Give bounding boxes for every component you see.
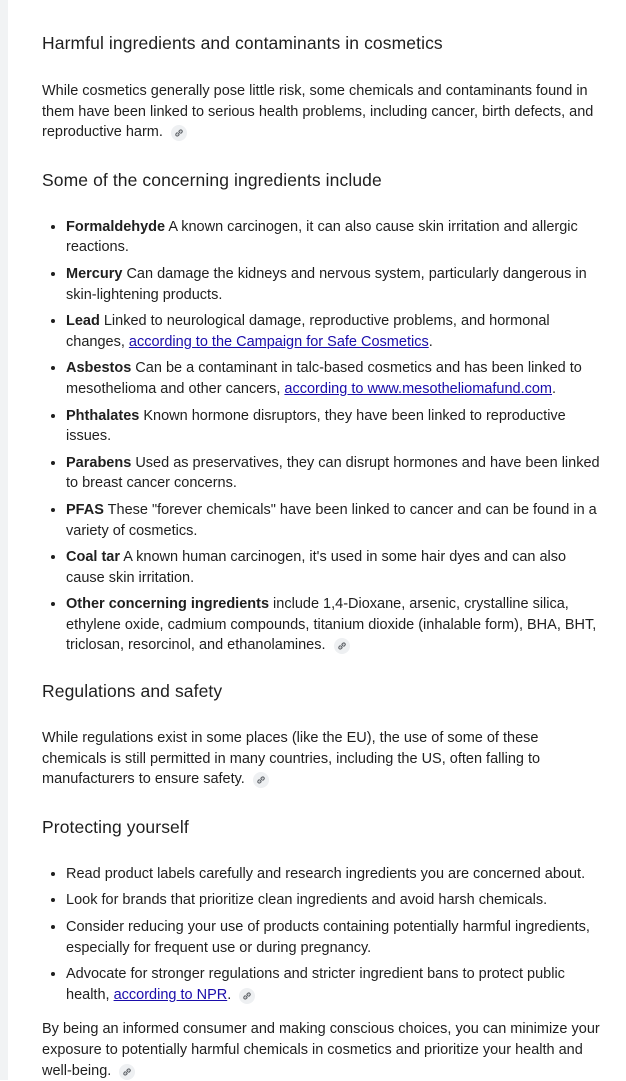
- list-item: • Asbestos Can be a contaminant in talc-based cosmetics and has been linked to mesothelioma and other cancers, according to www.mesotheliomafund.com.: [66, 358, 604, 399]
- ingredients-list: [42, 217, 604, 656]
- link-icon[interactable]: [119, 1064, 135, 1080]
- list-item: • Mercury Can damage the kidneys and nervous system, particularly dangerous in skin-lightening products.: [66, 264, 604, 305]
- link-campaign-safe-cosmetics[interactable]: according to the Campaign for Safe Cosmetics: [128, 333, 429, 350]
- link-mesothelioma-fund[interactable]: according to www.mesotheliomafund.com: [284, 380, 552, 397]
- intro-paragraph: While cosmetics generally pose little risk, some chemicals and contaminants found in them have been linked to serious health problems, including cancer, birth defects, and reproductive harm.: [42, 83, 594, 141]
- closing-paragraph: By being an informed consumer and making conscious choices, you can minimize your exposure to potentially harmful chemicals in cosmetics and prioritize your health and well-being.: [42, 1021, 600, 1079]
- heading-protecting-yourself: Protecting yourself: [42, 816, 189, 837]
- link-icon[interactable]: [171, 125, 187, 141]
- link-npr[interactable]: according to NPR: [113, 986, 228, 1003]
- link-icon[interactable]: [334, 638, 350, 654]
- list-item: • Parabens Used as preservatives, they can disrupt hormones and have been linked to breast cancer concerns.: [66, 453, 604, 494]
- list-item: • PFAS These "forever chemicals" have been linked to cancer and can be found in a variety of cosmetics.: [66, 500, 604, 541]
- heading-concerning-ingredients: Some of the concerning ingredients include: [42, 169, 382, 190]
- list-item: • Look for brands that prioritize clean ingredients and avoid harsh chemicals.: [66, 890, 604, 911]
- regulations-paragraph: While regulations exist in some places (like the EU), the use of some of these chemicals is still permitted in many countries, including the US, often falling to manufacturers to ensure safety.: [42, 730, 541, 788]
- list-item: • Consider reducing your use of products containing potentially harmful ingredients, especially for frequent use or during pregnancy.: [66, 917, 604, 958]
- list-item: • Coal tar A known human carcinogen, it's used in some hair dyes and can also cause skin irritation.: [66, 547, 604, 588]
- ai-overview-content: [42, 0, 604, 1081]
- left-rail: [0, 0, 8, 1080]
- protection-list: [42, 864, 604, 1006]
- list-item: • Formaldehyde A known carcinogen, it can also cause skin irritation and allergic reactions.: [66, 217, 604, 258]
- list-item: • Advocate for stronger regulations and stricter ingredient bans to protect public health, according to NPR.: [66, 964, 604, 1005]
- link-icon[interactable]: [253, 772, 269, 788]
- heading-regulations: Regulations and safety: [42, 681, 223, 702]
- list-item: • Read product labels carefully and research ingredients you are concerned about.: [66, 864, 604, 885]
- list-item: • Other concerning ingredients include 1,4-Dioxane, arsenic, crystalline silica, ethylene oxide, cadmium compounds, titanium dioxide (inhalable form), BHA, BHT, triclosan, resorcinol, and ethanolamines.: [66, 594, 604, 656]
- list-item: • Phthalates Known hormone disruptors, they have been linked to reproductive issues.: [66, 406, 604, 447]
- heading-harmful-ingredients: Harmful ingredients and contaminants in cosmetics: [42, 33, 443, 53]
- link-icon[interactable]: [239, 988, 255, 1004]
- list-item: • Lead Linked to neurological damage, reproductive problems, and hormonal changes, according to the Campaign for Safe Cosmetics.: [66, 311, 604, 352]
